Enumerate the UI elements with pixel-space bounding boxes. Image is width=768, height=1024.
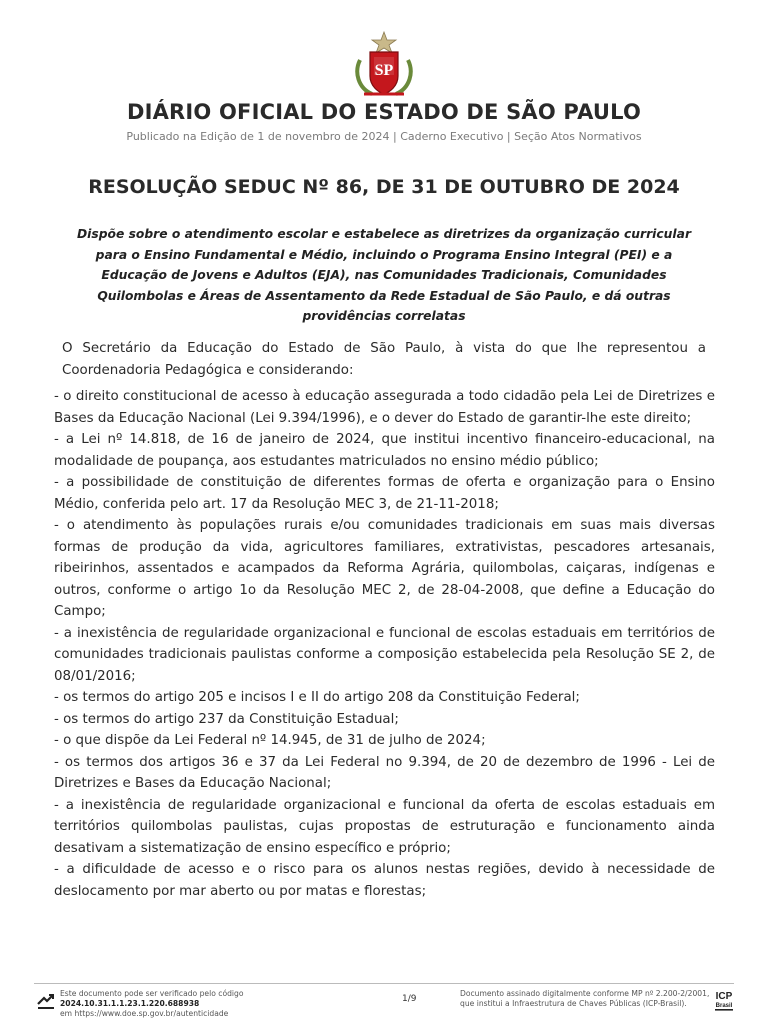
icp-sub-label: Brasil (715, 1003, 733, 1009)
icp-brasil-icon (712, 988, 736, 1014)
signed-line-1: Documento assinado digitalmente conforme MP nº 2.200-2/2001, (460, 989, 710, 998)
masthead-title: DIÁRIO OFICIAL DO ESTADO DE SÃO PAULO (126, 100, 642, 124)
clause-item: - a Lei nº 14.818, de 16 de janeiro de 2024, que institui incentivo financeiro-educacional, na modalidade de poupança, aos estudantes matriculados no ensino médio público; (54, 432, 715, 469)
clause-item: - o direito constitucional de acesso à educação assegurada a todo cidadão pela Lei de Diretrizes e Bases da Educação Nacional (Lei 9.394/1996), e o dever do Estado de garantir-lhe este direito; (54, 389, 715, 426)
verify-prefix: Este documento pode ser verificado pelo código (60, 989, 244, 998)
footer-divider (34, 983, 734, 984)
publication-line: Publicado na Edição de 1 de novembro de 2024 | Caderno Executivo | Seção Atos Normativos (126, 130, 642, 143)
resolution-title: RESOLUÇÃO SEDUC Nº 86, DE 31 DE OUTUBRO DE 2024 (88, 176, 680, 198)
signature-note (460, 989, 710, 1009)
signed-line-2: que institui a Infraestrutura de Chaves Públicas (ICP-Brasil). (460, 999, 687, 1008)
verification-note (60, 989, 380, 1019)
page-number: 1/9 (402, 994, 417, 1004)
clauses-list (54, 386, 715, 902)
clause-item: - o atendimento às populações rurais e/ou comunidades tradicionais em suas mais diversas formas de produção da vida, agricultores familiares, extrativistas, pescadores artesanais, ribeirinhos, assentados e acampados da Reforma Agrária, quilombolas, caiçaras, indígenas e outros, conforme o artigo 1o da Resolução MEC 2, de 28-04-2008, que define a Educação do Campo; (54, 518, 715, 619)
doe-logo-icon (36, 990, 56, 1012)
sao-paulo-coat-of-arms-icon (352, 30, 416, 98)
clause-item: - os termos dos artigos 36 e 37 da Lei Federal no 9.394, de 20 de dezembro de 1996 - Lei de Diretrizes e Bases da Educação Nacional; (54, 754, 715, 791)
verify-code: 2024.10.31.1.1.23.1.220.688938 (60, 999, 200, 1008)
clause-item: - a dificuldade de acesso e o risco para os alunos nestas regiões, devido à necessidade de deslocamento por mar aberto ou por matas e florestas; (54, 862, 715, 899)
clause-item: - a possibilidade de constituição de diferentes formas de oferta e organização para o Ensino Médio, conferida pelo art. 17 da Resolução MEC 3, de 21-11-2018; (54, 475, 715, 512)
coat-of-arms-text: SP (374, 62, 394, 79)
clause-item: - a inexistência de regularidade organizacional e funcional da oferta de escolas estaduais em territórios quilombolas paulistas, cujas propostas de estruturação e funcionamento ainda desativam a sistematização de ensino específico e próprio; (54, 797, 715, 856)
clause-item: - os termos do artigo 205 e incisos I e II do artigo 208 da Constituição Federal; (54, 690, 580, 705)
clause-item: - o que dispõe da Lei Federal nº 14.945, de 31 de julho de 2024; (54, 733, 486, 748)
page-footer (0, 988, 768, 1018)
ementa: Dispõe sobre o atendimento escolar e estabelece as diretrizes da organização curricular para o Ensino Fundamental e Médio, incluindo o Programa Ensino Integral (PEI) e a Educação de Jovens e Adultos (EJA), nas Comunidades Tradicionais, Comunidades Quilombolas e Áreas de Assentamento da Rede Estadual de São Paulo, e dá outras providências correlatas (76, 227, 692, 324)
verify-url[interactable]: em https://www.doe.sp.gov.br/autenticidade (60, 1009, 229, 1018)
intro-paragraph: O Secretário da Educação do Estado de São Paulo, à vista do que lhe representou a Coordenadoria Pedagógica e considerando: (62, 341, 706, 378)
clause-item: - os termos do artigo 237 da Constituição Estadual; (54, 711, 399, 727)
clause-item: - a inexistência de regularidade organizacional e funcional de escolas estaduais em territórios de comunidades tradicionais paulistas conforme a composição estabelecida pela Resolução SE 2, de 08/01/2016; (54, 625, 715, 684)
icp-label: ICP (715, 991, 733, 1002)
